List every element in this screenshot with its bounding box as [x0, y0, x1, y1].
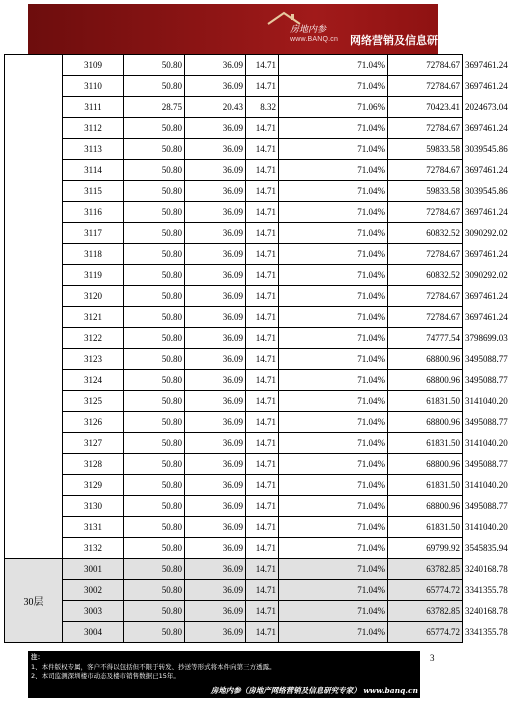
table-row: 3112 50.80 36.09 14.71 71.04% 72784.67 3697461.24 — [5, 118, 463, 139]
table-cell: 50.80 — [124, 370, 185, 391]
table-row: 3003 50.80 36.09 14.71 71.04% 63782.85 3240168.78 — [5, 601, 463, 622]
table-cell: 50.80 — [124, 475, 185, 496]
table-row: 3114 50.80 36.09 14.71 71.04% 72784.67 3697461.24 — [5, 160, 463, 181]
room-number-cell: 3131 — [63, 517, 124, 538]
table-cell: 71.04% — [279, 118, 388, 139]
table-cell: 36.09 — [185, 433, 246, 454]
table-cell: 71.04% — [279, 601, 388, 622]
table-cell: 36.09 — [185, 265, 246, 286]
table-cell: 36.09 — [185, 139, 246, 160]
table-cell: 50.80 — [124, 265, 185, 286]
table-cell: 36.09 — [185, 517, 246, 538]
room-number-cell: 3111 — [63, 97, 124, 118]
table-cell: 71.04% — [279, 475, 388, 496]
room-number-cell: 3004 — [63, 622, 124, 643]
room-number-cell: 3120 — [63, 286, 124, 307]
table-cell: 14.71 — [246, 118, 279, 139]
table-cell: 68800.96 — [388, 370, 463, 391]
table-cell: 71.04% — [279, 622, 388, 643]
room-number-cell: 3126 — [63, 412, 124, 433]
table-cell: 36.09 — [185, 391, 246, 412]
table-cell: 68800.96 — [388, 496, 463, 517]
table-cell: 72784.67 — [388, 160, 463, 181]
room-number-cell: 3127 — [63, 433, 124, 454]
table-cell: 14.71 — [246, 391, 279, 412]
table-row: 3116 50.80 36.09 14.71 71.04% 72784.67 3697461.24 — [5, 202, 463, 223]
table-cell: 14.71 — [246, 517, 279, 538]
table-cell: 50.80 — [124, 244, 185, 265]
table-row: 30层 3001 50.80 36.09 14.71 71.04% 63782.85 3240168.78 — [5, 559, 463, 580]
table-cell: 50.80 — [124, 286, 185, 307]
table-cell: 74777.54 — [388, 328, 463, 349]
table-row: 3131 50.80 36.09 14.71 71.04% 61831.50 3141040.20 — [5, 517, 463, 538]
table-cell: 72784.67 — [388, 55, 463, 76]
table-row: 3132 50.80 36.09 14.71 71.04% 69799.92 3545835.94 — [5, 538, 463, 559]
table-cell: 68800.96 — [388, 412, 463, 433]
table-cell: 50.80 — [124, 496, 185, 517]
table-row: 3109 50.80 36.09 14.71 71.04% 72784.67 3697461.24 — [5, 55, 463, 76]
table-cell: 70423.41 — [388, 97, 463, 118]
table-cell: 50.80 — [124, 55, 185, 76]
table-cell: 68800.96 — [388, 454, 463, 475]
table-cell: 14.71 — [246, 454, 279, 475]
table-cell: 71.04% — [279, 328, 388, 349]
table-cell: 50.80 — [124, 454, 185, 475]
table-row: 3119 50.80 36.09 14.71 71.04% 60832.52 3090292.02 — [5, 265, 463, 286]
table-cell: 36.09 — [185, 55, 246, 76]
table-cell: 14.71 — [246, 265, 279, 286]
table-cell: 50.80 — [124, 181, 185, 202]
table-row: 3124 50.80 36.09 14.71 71.04% 68800.96 3495088.77 — [5, 370, 463, 391]
table-cell: 68800.96 — [388, 349, 463, 370]
table-cell: 14.71 — [246, 223, 279, 244]
room-number-cell: 3109 — [63, 55, 124, 76]
table-cell: 71.04% — [279, 412, 388, 433]
table-cell: 71.04% — [279, 496, 388, 517]
table-cell: 71.04% — [279, 55, 388, 76]
table-cell: 72784.67 — [388, 202, 463, 223]
table-cell: 36.09 — [185, 181, 246, 202]
room-number-cell: 3123 — [63, 349, 124, 370]
room-number-cell: 3110 — [63, 76, 124, 97]
table-cell: 72784.67 — [388, 76, 463, 97]
table-cell: 61831.50 — [388, 517, 463, 538]
table-cell: 50.80 — [124, 76, 185, 97]
table-cell: 36.09 — [185, 76, 246, 97]
table-cell: 14.71 — [246, 601, 279, 622]
table-cell: 14.71 — [246, 139, 279, 160]
table-cell: 71.04% — [279, 244, 388, 265]
floor-cell — [5, 55, 63, 559]
table-cell: 36.09 — [185, 370, 246, 391]
table-cell: 71.04% — [279, 160, 388, 181]
table-cell: 59833.58 — [388, 139, 463, 160]
table-row: 3110 50.80 36.09 14.71 71.04% 72784.67 3697461.24 — [5, 76, 463, 97]
table-cell: 14.71 — [246, 538, 279, 559]
floor-label: 30层 — [5, 559, 63, 643]
table-cell: 50.80 — [124, 391, 185, 412]
room-number-cell: 3129 — [63, 475, 124, 496]
table-cell: 14.71 — [246, 202, 279, 223]
table-row: 3004 50.80 36.09 14.71 71.04% 65774.72 3341355.78 — [5, 622, 463, 643]
table-cell: 69799.92 — [388, 538, 463, 559]
table-cell: 65774.72 — [388, 580, 463, 601]
table-row: 3115 50.80 36.09 14.71 71.04% 59833.58 3039545.86 — [5, 181, 463, 202]
table-cell: 50.80 — [124, 517, 185, 538]
table-row: 3120 50.80 36.09 14.71 71.04% 72784.67 3697461.24 — [5, 286, 463, 307]
table-cell: 50.80 — [124, 622, 185, 643]
table-cell: 14.71 — [246, 244, 279, 265]
table-cell: 14.71 — [246, 496, 279, 517]
table-cell: 63782.85 — [388, 601, 463, 622]
table-cell: 71.04% — [279, 580, 388, 601]
room-number-cell: 3132 — [63, 538, 124, 559]
table-cell: 60832.52 — [388, 265, 463, 286]
table-cell: 72784.67 — [388, 118, 463, 139]
room-number-cell: 3003 — [63, 601, 124, 622]
table-cell: 71.04% — [279, 454, 388, 475]
table-cell: 50.80 — [124, 118, 185, 139]
table-cell: 36.09 — [185, 475, 246, 496]
table-cell: 61831.50 — [388, 475, 463, 496]
table-cell: 72784.67 — [388, 307, 463, 328]
table-cell: 50.80 — [124, 349, 185, 370]
table-cell: 14.71 — [246, 580, 279, 601]
table-cell: 36.09 — [185, 538, 246, 559]
table-cell: 50.80 — [124, 223, 185, 244]
table-cell: 36.09 — [185, 118, 246, 139]
table-cell: 36.09 — [185, 328, 246, 349]
table-cell: 72784.67 — [388, 286, 463, 307]
note-2: 2、本司监测深圳楼市动态及楼市销售数据已15年。 — [31, 672, 180, 680]
table-cell: 36.09 — [185, 454, 246, 475]
table-cell: 71.04% — [279, 181, 388, 202]
table-cell: 50.80 — [124, 580, 185, 601]
table-cell: 14.71 — [246, 181, 279, 202]
logo-url: www.BANQ.cn — [290, 36, 339, 43]
table-cell: 61831.50 — [388, 391, 463, 412]
table-cell: 36.09 — [185, 559, 246, 580]
table-cell: 36.09 — [185, 349, 246, 370]
room-number-cell: 3118 — [63, 244, 124, 265]
table-cell: 14.71 — [246, 307, 279, 328]
table-cell: 36.09 — [185, 496, 246, 517]
room-number-cell: 3122 — [63, 328, 124, 349]
table-cell: 72784.67 — [388, 244, 463, 265]
table-cell: 14.71 — [246, 349, 279, 370]
room-number-cell: 3116 — [63, 202, 124, 223]
room-number-cell: 3117 — [63, 223, 124, 244]
room-number-cell: 3128 — [63, 454, 124, 475]
table-cell: 8.32 — [246, 97, 279, 118]
table-cell: 36.09 — [185, 580, 246, 601]
table-cell: 50.80 — [124, 139, 185, 160]
table-row: 3118 50.80 36.09 14.71 71.04% 72784.67 3697461.24 — [5, 244, 463, 265]
table-row: 3002 50.80 36.09 14.71 71.04% 65774.72 3341355.78 — [5, 580, 463, 601]
table-row: 3117 50.80 36.09 14.71 71.04% 60832.52 3090292.02 — [5, 223, 463, 244]
table-cell: 71.06% — [279, 97, 388, 118]
table-row: 3121 50.80 36.09 14.71 71.04% 72784.67 3697461.24 — [5, 307, 463, 328]
table-cell: 14.71 — [246, 475, 279, 496]
table-cell: 28.75 — [124, 97, 185, 118]
table-cell: 71.04% — [279, 139, 388, 160]
table-cell: 71.04% — [279, 538, 388, 559]
table-cell: 20.43 — [185, 97, 246, 118]
room-number-cell: 3130 — [63, 496, 124, 517]
table-cell: 50.80 — [124, 559, 185, 580]
table-cell: 14.71 — [246, 76, 279, 97]
footer-bar: 房地内参（房地产网络营销及信息研究专家） www.banq.cn — [28, 684, 420, 698]
table-cell: 71.04% — [279, 370, 388, 391]
table-cell: 50.80 — [124, 307, 185, 328]
room-number-cell: 3125 — [63, 391, 124, 412]
table-cell: 50.80 — [124, 202, 185, 223]
table-cell: 71.04% — [279, 391, 388, 412]
table-cell: 50.80 — [124, 328, 185, 349]
footer-notes — [28, 651, 420, 685]
table-cell: 71.04% — [279, 307, 388, 328]
table-cell: 36.09 — [185, 160, 246, 181]
table-cell: 71.04% — [279, 265, 388, 286]
table-cell: 71.04% — [279, 223, 388, 244]
table-cell: 36.09 — [185, 286, 246, 307]
note-1: 1、本件版权专属，客户不得以包括但不限于转发、抄送等形式将本件向第三方透露。 — [31, 662, 276, 671]
table-cell: 71.04% — [279, 202, 388, 223]
table-cell: 14.71 — [246, 412, 279, 433]
table-row: 3129 50.80 36.09 14.71 71.04% 61831.50 3141040.20 — [5, 475, 463, 496]
table-cell: 71.04% — [279, 517, 388, 538]
table-cell: 71.04% — [279, 349, 388, 370]
table-cell: 36.09 — [185, 202, 246, 223]
table-row: 3111 28.75 20.43 8.32 71.06% 70423.41 2024673.04 — [5, 97, 463, 118]
table-cell: 14.71 — [246, 433, 279, 454]
table-cell: 50.80 — [124, 538, 185, 559]
table-cell: 59833.58 — [388, 181, 463, 202]
page-number: 3 — [430, 653, 435, 663]
logo-text: 房地内参 — [290, 25, 327, 35]
room-number-cell: 3002 — [63, 580, 124, 601]
table-row: 3122 50.80 36.09 14.71 71.04% 74777.54 3798699.03 — [5, 328, 463, 349]
table-cell: 14.71 — [246, 370, 279, 391]
table-cell: 71.04% — [279, 76, 388, 97]
table-cell: 71.04% — [279, 286, 388, 307]
table-cell: 63782.85 — [388, 559, 463, 580]
table-cell: 71.04% — [279, 559, 388, 580]
table-row: 3123 50.80 36.09 14.71 71.04% 68800.96 3495088.77 — [5, 349, 463, 370]
table-cell: 71.04% — [279, 433, 388, 454]
table-cell: 36.09 — [185, 601, 246, 622]
banner-title: 网络营销及信息研究专家 — [350, 34, 471, 47]
table-cell: 50.80 — [124, 433, 185, 454]
table-cell: 14.71 — [246, 622, 279, 643]
table-cell: 50.80 — [124, 160, 185, 181]
room-number-cell: 3113 — [63, 139, 124, 160]
table-cell: 14.71 — [246, 559, 279, 580]
room-number-cell: 3112 — [63, 118, 124, 139]
table-row: 3126 50.80 36.09 14.71 71.04% 68800.96 3495088.77 — [5, 412, 463, 433]
table-cell: 14.71 — [246, 286, 279, 307]
notes-heading: 注： — [31, 653, 44, 661]
table-row: 3128 50.80 36.09 14.71 71.04% 68800.96 3495088.77 — [5, 454, 463, 475]
table-row: 3113 50.80 36.09 14.71 71.04% 59833.58 3039545.86 — [5, 139, 463, 160]
table-cell: 61831.50 — [388, 433, 463, 454]
table-cell: 36.09 — [185, 412, 246, 433]
room-number-cell: 3115 — [63, 181, 124, 202]
table-cell: 50.80 — [124, 412, 185, 433]
table-cell: 60832.52 — [388, 223, 463, 244]
room-number-cell: 3119 — [63, 265, 124, 286]
room-number-cell: 3001 — [63, 559, 124, 580]
table-row: 3125 50.80 36.09 14.71 71.04% 61831.50 3141040.20 — [5, 391, 463, 412]
table-row: 3127 50.80 36.09 14.71 71.04% 61831.50 3141040.20 — [5, 433, 463, 454]
table-cell: 50.80 — [124, 601, 185, 622]
table-cell: 14.71 — [246, 160, 279, 181]
table-cell: 65774.72 — [388, 622, 463, 643]
table-cell: 36.09 — [185, 223, 246, 244]
table-cell: 14.71 — [246, 55, 279, 76]
sales-data-table — [4, 54, 508, 643]
table-row: 3130 50.80 36.09 14.71 71.04% 68800.96 3495088.77 — [5, 496, 463, 517]
table-cell: 36.09 — [185, 622, 246, 643]
table-cell: 14.71 — [246, 328, 279, 349]
room-number-cell: 3124 — [63, 370, 124, 391]
table-cell: 36.09 — [185, 244, 246, 265]
room-number-cell: 3114 — [63, 160, 124, 181]
room-number-cell: 3121 — [63, 307, 124, 328]
table-cell: 36.09 — [185, 307, 246, 328]
header-banner — [28, 4, 471, 54]
